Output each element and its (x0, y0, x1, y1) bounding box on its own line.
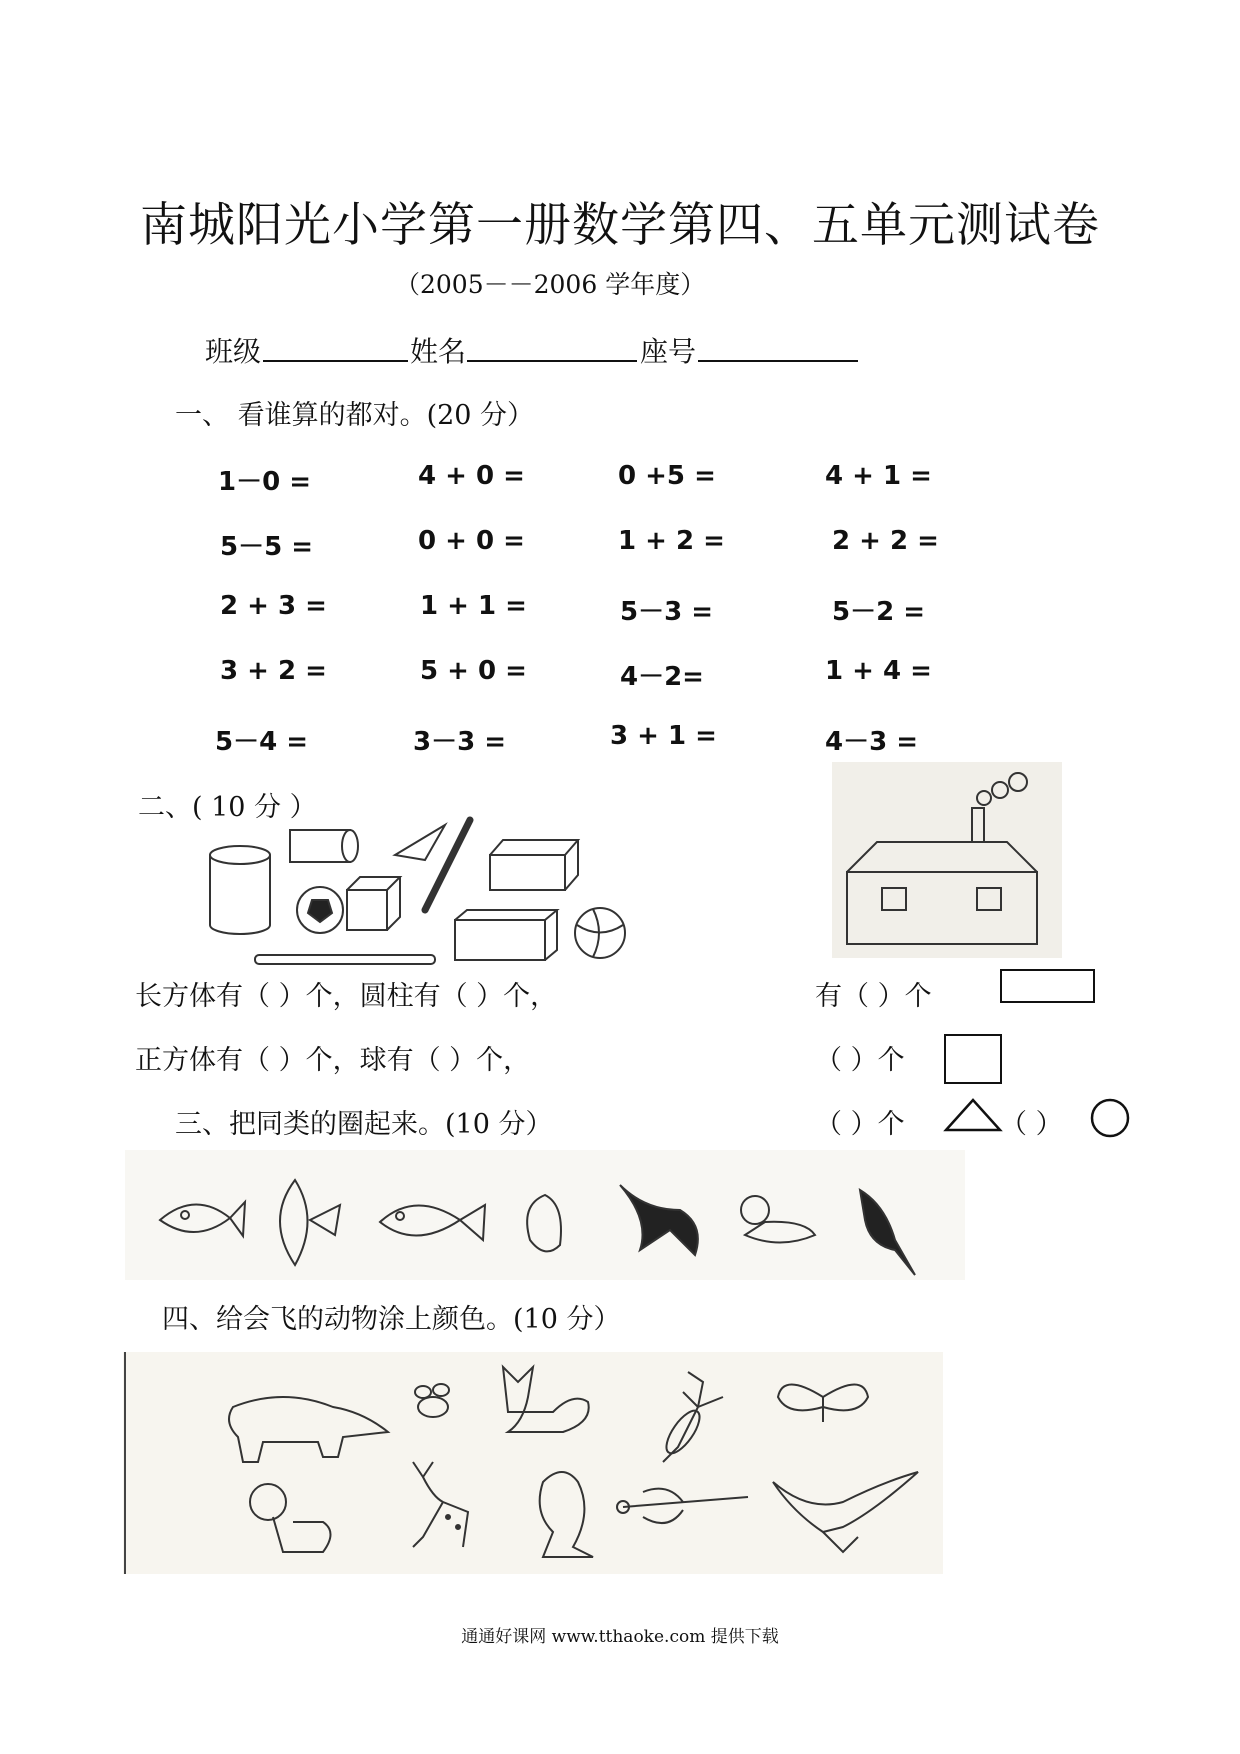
cuboid-icon (455, 910, 557, 960)
seat-field[interactable] (698, 330, 858, 362)
rod-icon (255, 955, 435, 964)
equation: 4－2= (620, 662, 704, 692)
triangle-icon (943, 1097, 1003, 1133)
house-illustration (832, 762, 1062, 958)
page-title: 南城阳光小学第一册数学第四、五单元测试卷 (140, 198, 1100, 253)
seat-label: 座号 (640, 335, 697, 368)
equation: 2 + 2 = (832, 526, 939, 556)
school-year: （2005－－2006 学年度） (395, 270, 706, 299)
section-4-heading: 四、给会飞的动物涂上颜色。(10 分） (162, 1304, 621, 1335)
equation: 4 + 0 = (418, 461, 525, 491)
cylinder-icon (210, 846, 270, 934)
name-field[interactable] (467, 330, 637, 362)
equation: 3 + 1 = (610, 721, 717, 751)
equation: 0 +5 = (618, 461, 716, 491)
house-rect-count: 有（ ）个 (815, 981, 932, 1012)
solid-shapes-illustration (195, 815, 665, 975)
name-label: 姓名 (410, 335, 467, 368)
house-circle-count: （ ） (1000, 1109, 1063, 1140)
equation: 2 + 3 = (220, 591, 327, 621)
square-icon (944, 1034, 1002, 1084)
equation: 5－5 = (220, 532, 314, 562)
equation: 1 + 1 = (420, 591, 527, 621)
equation: 3 + 2 = (220, 656, 327, 686)
cuboid-icon (490, 840, 578, 890)
class-label: 班级 (205, 335, 262, 368)
coloring-animals-illustration (123, 1352, 943, 1574)
shape-count-line-2: 正方体有（ ）个，球有（ ）个， (135, 1045, 531, 1076)
shape-count-line-1: 长方体有（ ）个，圆柱有（ ）个， (135, 981, 558, 1012)
footer-source: 通通好课网 www.tthaoke.com 提供下载 (461, 1627, 779, 1647)
cylinder-icon (290, 830, 358, 862)
equation: 3－3 = (413, 727, 507, 757)
equation: 1－0 = (218, 467, 312, 497)
section-3-heading: 三、把同类的圈起来。(10 分） (175, 1109, 553, 1140)
equation: 5－2 = (832, 597, 926, 627)
triangle-prism-icon (395, 825, 445, 860)
house-square-count: （ ）个 (815, 1045, 905, 1076)
house-triangle-count: （ ）个 (815, 1109, 905, 1140)
animals-row (125, 1150, 965, 1280)
cube-icon (347, 877, 400, 930)
equation: 5－3 = (620, 597, 714, 627)
rectangle-icon (1000, 969, 1095, 1003)
class-field[interactable] (263, 330, 408, 362)
equation: 5－4 = (215, 727, 309, 757)
equation: 1 + 2 = (618, 526, 725, 556)
section-1-heading: 一、 看谁算的都对。(20 分） (175, 400, 535, 431)
basketball-icon (575, 908, 625, 958)
circle-icon (1088, 1097, 1132, 1139)
section-2-heading: 二、( 10 分 ） (138, 792, 317, 823)
soccer-ball-icon (297, 887, 343, 933)
equation: 1 + 4 = (825, 656, 932, 686)
equation: 4 + 1 = (825, 461, 932, 491)
equation: 4－3 = (825, 727, 919, 757)
equation: 5 + 0 = (420, 656, 527, 686)
equation: 0 + 0 = (418, 526, 525, 556)
